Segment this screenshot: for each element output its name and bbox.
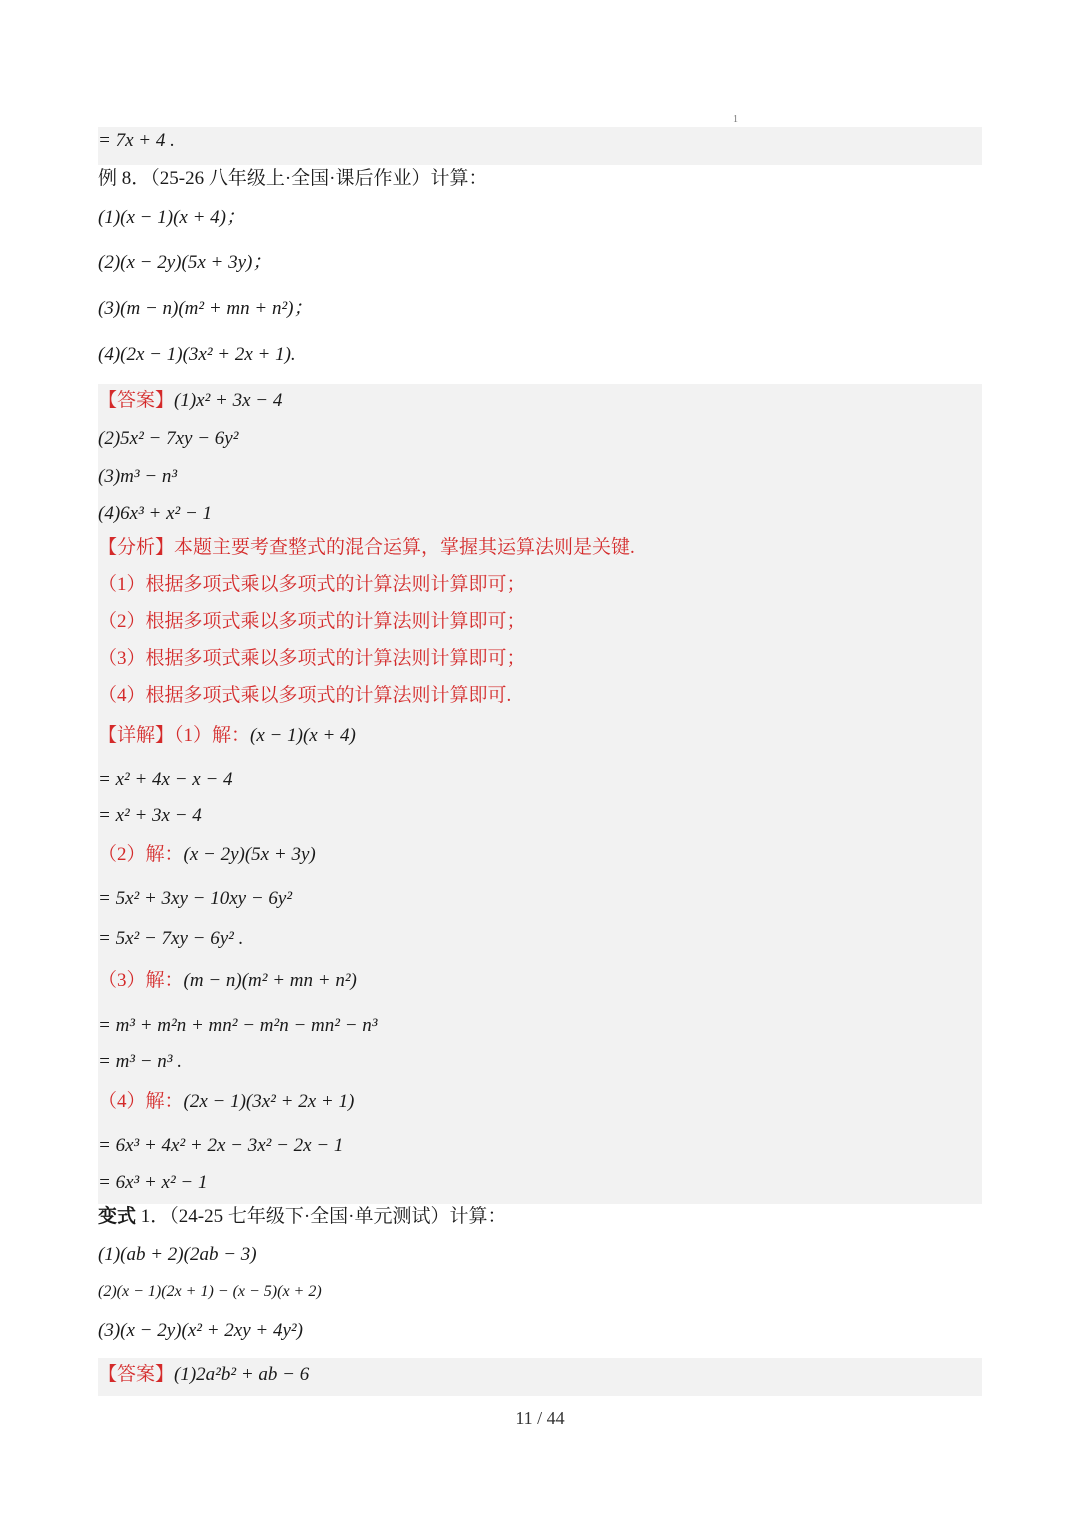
variant-answer-line [98,1358,982,1396]
detail-part-3-head [98,966,982,996]
detail-part-2-step-2: = 5x² − 7xy − 6y² . [98,928,244,949]
detail-part-4-expr: (2x − 1)(3x² + 2x + 1) [183,1091,355,1112]
answer-line-2: (2)5x² − 7xy − 6y² [98,428,239,449]
answer-value-1: (1)x² + 3x − 4 [174,390,283,411]
variant-item-3: (3)(x − 2y)(x² + 2xy + 4y²) [98,1320,303,1341]
variant-answer-label: 【答案】 [98,1364,175,1385]
answer-line-3: (3)m³ − n³ [98,466,178,487]
analysis-text: 本题主要考查整式的混合运算，掌握其运算法则是关键. [174,537,635,558]
previous-result-line: = 7x + 4 . [98,127,982,165]
variant-item-1: (1)(ab + 2)(2ab − 3) [98,1244,257,1265]
variant-item-2: (2)(x − 1)(2x + 1) − (x − 5)(x + 2) [98,1283,322,1300]
header-mark: 1 [733,114,738,125]
detail-part-1-expr: (x − 1)(x + 4) [250,725,356,746]
detail-part-3-label: （3）解： [98,970,184,991]
variant-label: 变式 [98,1206,137,1227]
example-item-3: (3)(m − n)(m² + mn + n²)； [98,298,313,319]
detail-part-1-step-1: = x² + 4x − x − 4 [98,769,233,790]
answer-line-4: (4)6x³ + x² − 1 [98,503,213,524]
analysis-item-2: （2）根据多项式乘以多项式的计算法则计算即可； [98,611,526,632]
example-item-4: (4)(2x − 1)(3x² + 2x + 1). [98,344,296,365]
detail-part-2-label: （2）解： [98,844,184,865]
answer-label: 【答案】 [98,390,175,411]
analysis-item-4: （4）根据多项式乘以多项式的计算法则计算即可. [98,685,512,706]
detail-label: 【详解】 [98,725,175,746]
answer-line-1 [98,386,982,416]
analysis-item-3: （3）根据多项式乘以多项式的计算法则计算即可； [98,648,526,669]
detail-part-3-step-1: = m³ + m²n + mn² − m²n − mn² − n³ [98,1015,378,1036]
example-title: 例 8．（25-26 八年级上·全国·课后作业）计算： [98,168,488,189]
detail-part-4-label: （4）解： [98,1091,184,1112]
detail-part-4-step-1: = 6x³ + 4x² + 2x − 3x² − 2x − 1 [98,1135,344,1156]
detail-part-4-head [98,1087,982,1117]
detail-part-1-label: （1）解： [174,725,251,746]
detail-part-1-step-2: = x² + 3x − 4 [98,805,202,826]
analysis-label: 【分析】 [98,537,175,558]
example-item-1: (1)(x − 1)(x + 4)； [98,207,245,228]
analysis-line [98,533,982,563]
variant-title [98,1202,982,1232]
variant-answer-value: (1)2a²b² + ab − 6 [174,1364,310,1385]
page-number: 11 / 44 [515,1408,565,1428]
detail-part-2-expr: (x − 2y)(5x + 3y) [183,844,316,865]
variant-title-text: 1．（24-25 七年级下·全国·单元测试）计算： [136,1206,507,1227]
example-item-2: (2)(x − 2y)(5x + 3y)； [98,252,272,273]
analysis-item-1: （1）根据多项式乘以多项式的计算法则计算即可； [98,574,526,595]
detail-part-3-step-2: = m³ − n³ . [98,1051,183,1072]
detail-part-3-expr: (m − n)(m² + mn + n²) [183,970,357,991]
detail-part-4-step-2: = 6x³ + x² − 1 [98,1172,208,1193]
detail-part-2-head [98,840,982,870]
detail-part-1-head [98,721,982,751]
detail-part-2-step-1: = 5x² + 3xy − 10xy − 6y² [98,888,293,909]
